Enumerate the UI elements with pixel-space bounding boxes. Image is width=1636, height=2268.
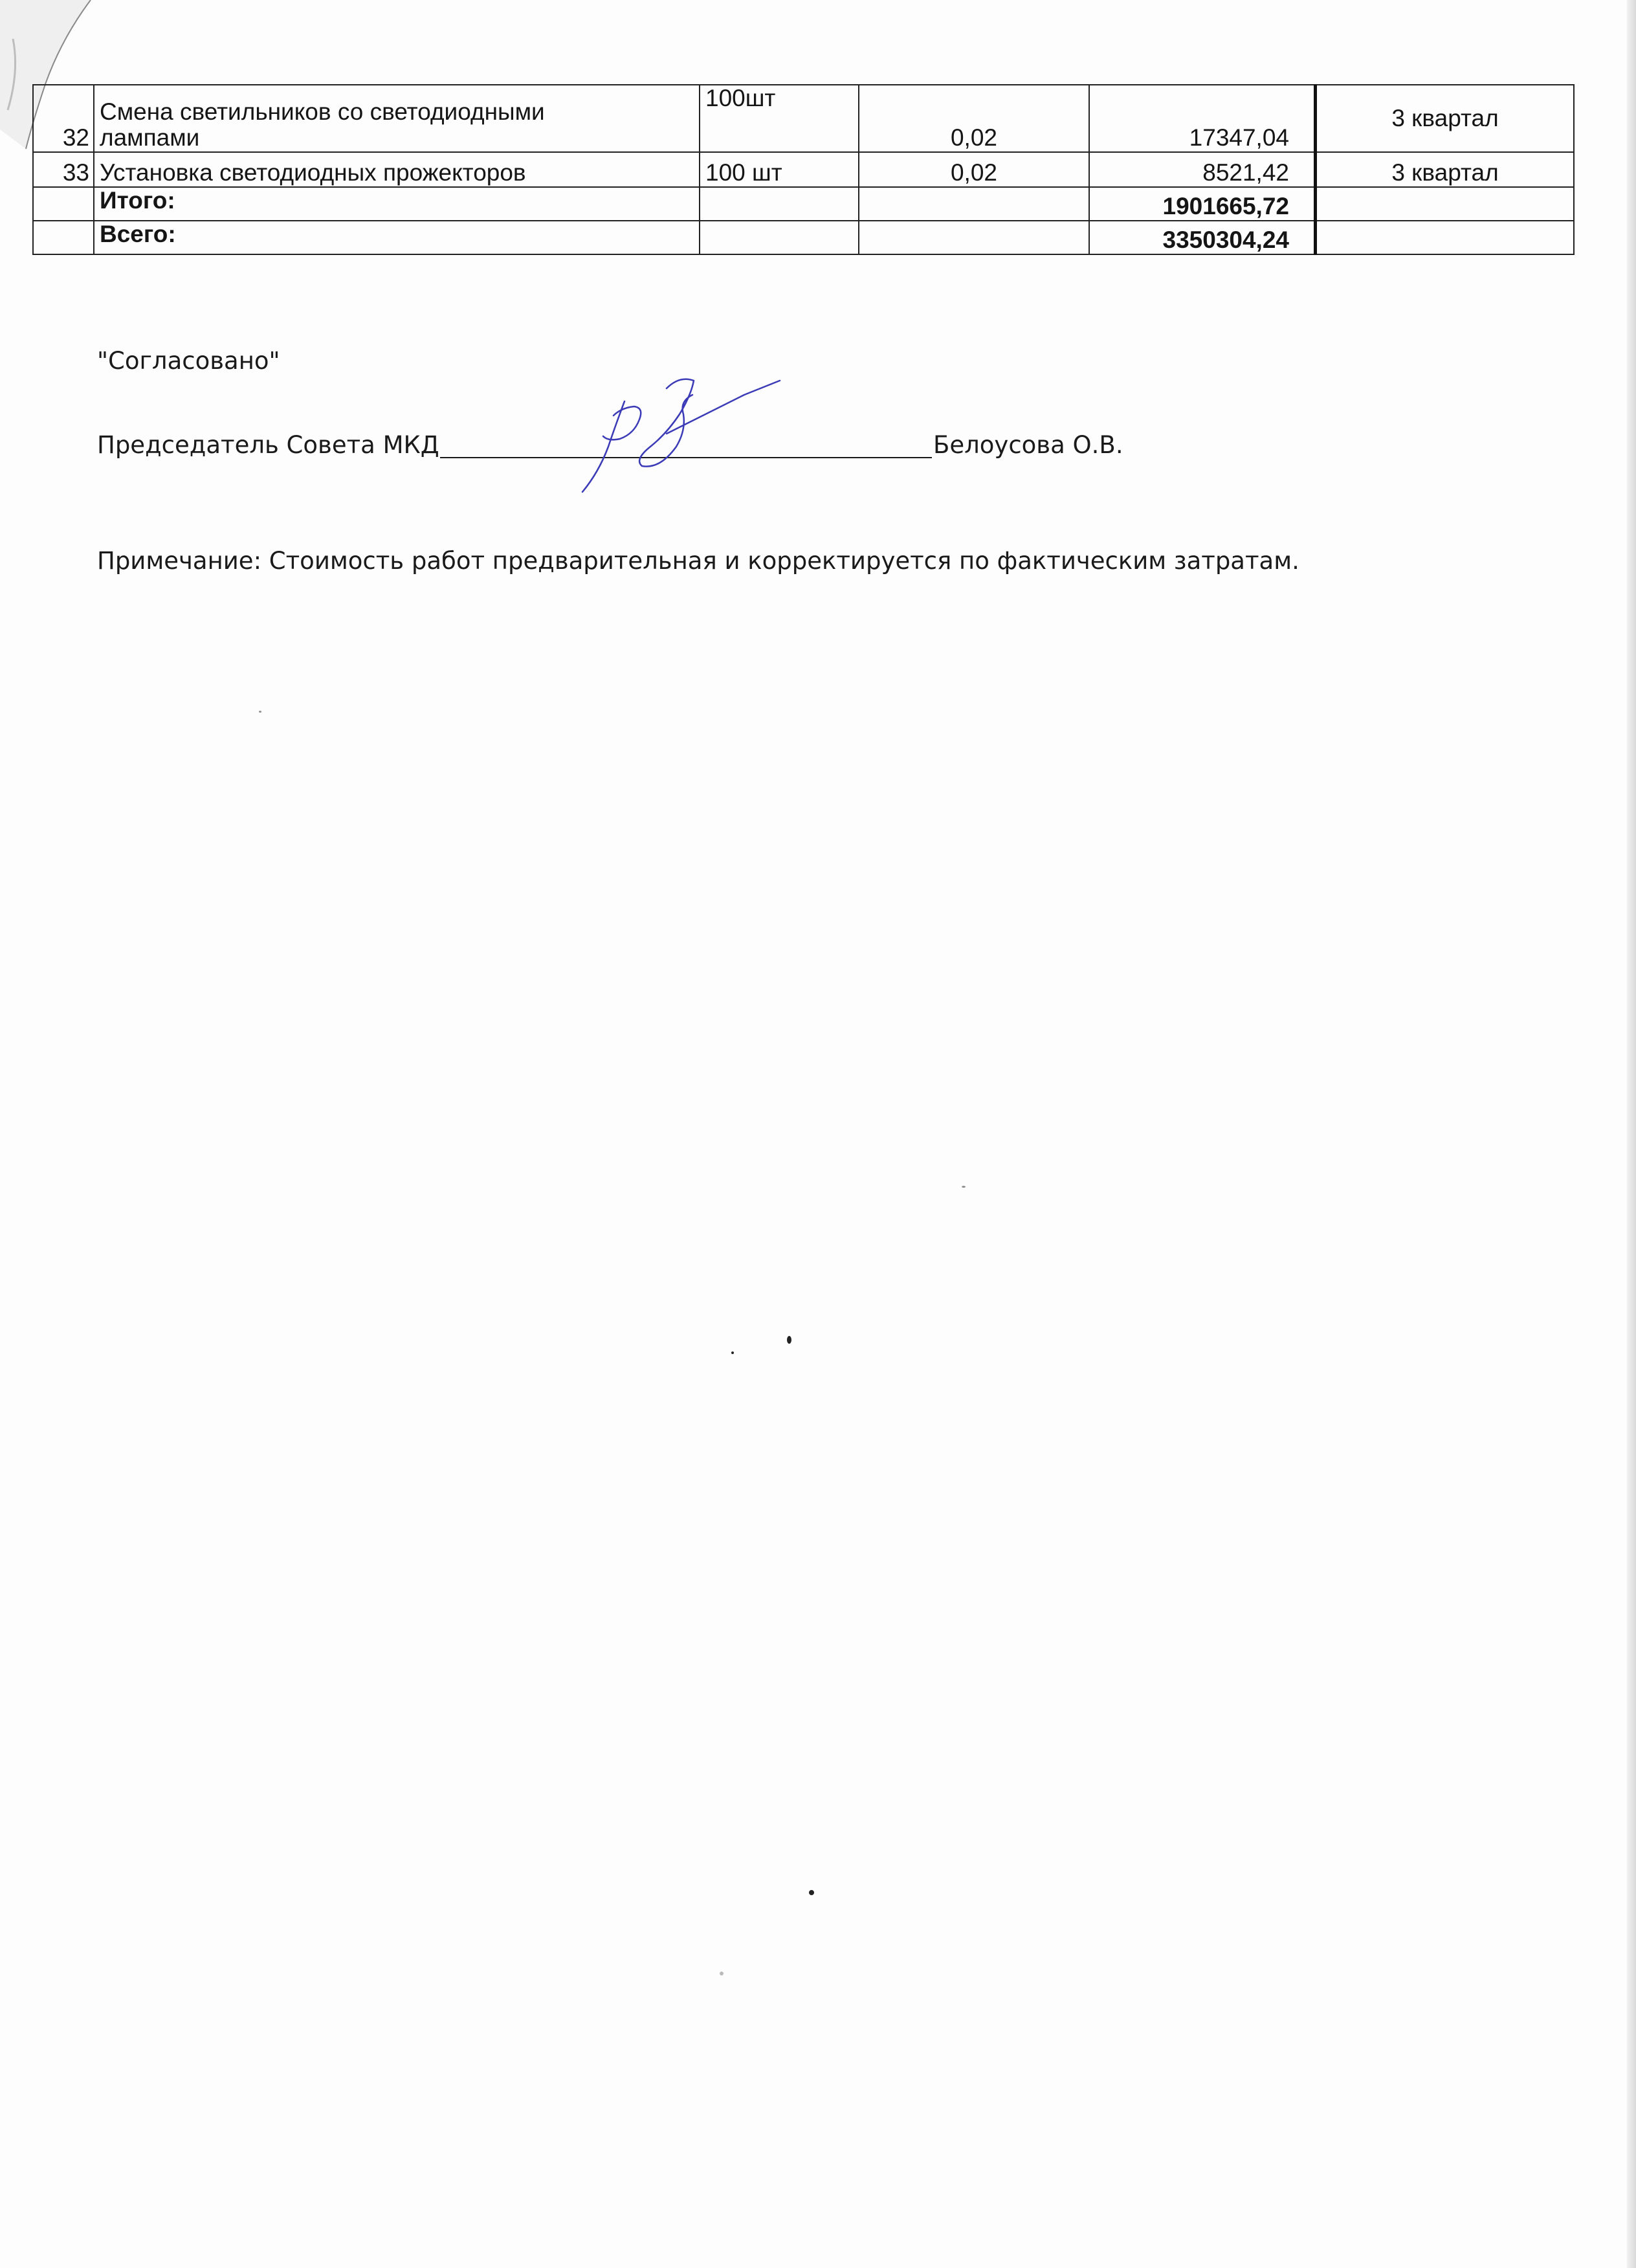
quantity-cell: 0,02	[859, 152, 1089, 187]
note-text: Примечание: Стоимость работ предварительная и корректируется по фактическим затратам.	[97, 547, 1299, 575]
empty-cell	[33, 221, 94, 254]
scan-edge	[1627, 0, 1636, 2268]
scan-speck	[720, 1972, 724, 1975]
handwritten-signature	[569, 369, 802, 498]
row-number: 33	[33, 152, 94, 187]
table-row	[33, 85, 1574, 152]
works-table	[32, 84, 1575, 255]
unit-cell: 100шт	[700, 85, 859, 152]
total-value: 3350304,24	[1089, 221, 1316, 254]
empty-cell	[700, 221, 859, 254]
cost-cell: 8521,42	[1089, 152, 1316, 187]
scan-speck	[787, 1336, 791, 1344]
subtotal-value: 1901665,72	[1089, 187, 1316, 221]
work-name-line: Смена светильников со светодиодными	[100, 98, 545, 125]
work-name-line: лампами	[100, 124, 200, 151]
empty-cell	[859, 221, 1089, 254]
total-row	[33, 221, 1574, 254]
scan-speck	[962, 1186, 966, 1188]
empty-cell	[1316, 187, 1575, 221]
term-cell: 3 квартал	[1316, 85, 1575, 152]
subtotal-label: Итого:	[94, 187, 700, 221]
cost-cell: 17347,04	[1089, 85, 1316, 152]
term-cell: 3 квартал	[1316, 152, 1575, 187]
unit-cell: 100 шт	[700, 152, 859, 187]
scan-speck	[809, 1890, 814, 1895]
empty-cell	[33, 187, 94, 221]
work-name	[94, 85, 700, 152]
chair-name: Белоусова О.В.	[933, 431, 1123, 459]
scan-speck	[259, 711, 261, 713]
agreed-label: "Согласовано"	[97, 347, 280, 375]
empty-cell	[1316, 221, 1575, 254]
work-name: Установка светодиодных прожекторов	[94, 152, 700, 187]
empty-cell	[700, 187, 859, 221]
row-number: 32	[33, 85, 94, 152]
table-row	[33, 152, 1574, 187]
quantity-cell: 0,02	[859, 85, 1089, 152]
chair-label: Председатель Совета МКД	[97, 431, 439, 459]
subtotal-row	[33, 187, 1574, 221]
scan-speck	[731, 1351, 734, 1354]
total-label: Всего:	[94, 221, 700, 254]
empty-cell	[859, 187, 1089, 221]
